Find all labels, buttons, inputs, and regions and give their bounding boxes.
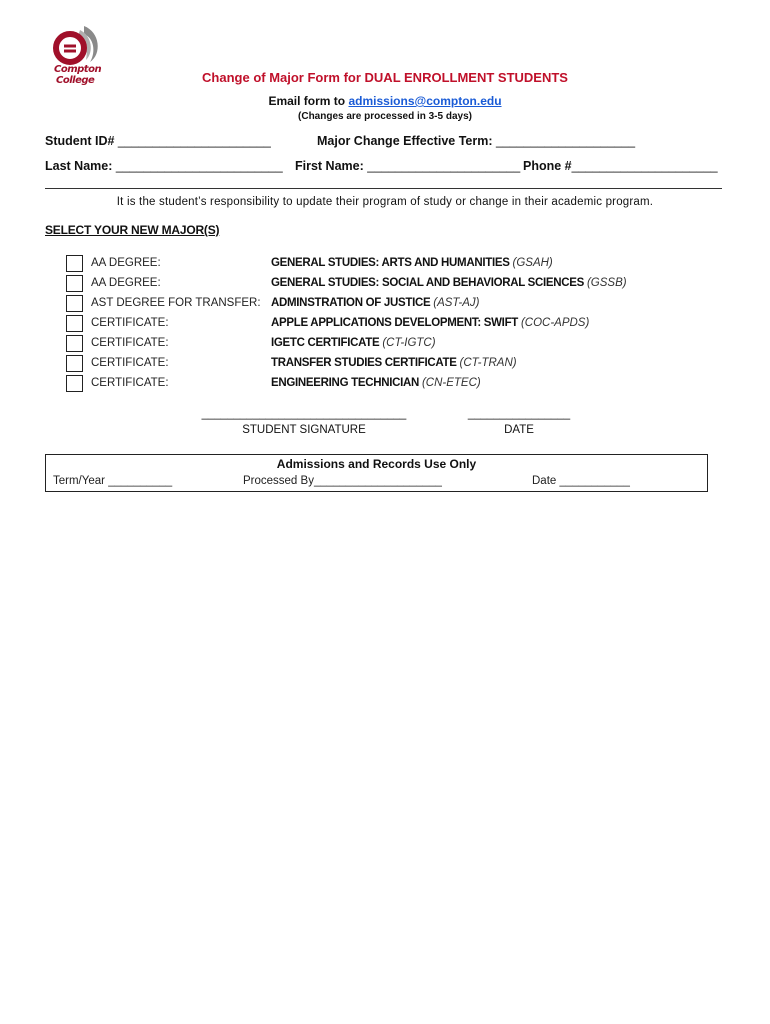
last-name-field[interactable]	[45, 159, 283, 173]
major-name: GENERAL STUDIES: ARTS AND HUMANITIES	[271, 257, 510, 269]
signature-blank[interactable]: ________________________________	[201, 408, 407, 420]
effective-term-label: Major Change Effective Term:	[317, 134, 493, 148]
first-name-blank[interactable]: ______________________	[363, 159, 521, 173]
form-title: Change of Major Form for DUAL ENROLLMENT STUDENTS	[202, 70, 568, 85]
term-year-blank[interactable]: __________	[108, 475, 173, 487]
degree-type: CERTIFICATE:	[91, 317, 169, 329]
effective-term-blank[interactable]: ____________________	[492, 134, 636, 148]
major-name: ADMINSTRATION OF JUSTICE	[271, 297, 431, 309]
major-checkbox[interactable]	[66, 335, 83, 352]
degree-type: CERTIFICATE:	[91, 357, 169, 369]
logo-text-line1: Compton	[54, 64, 102, 75]
major-code: (GSAH)	[512, 257, 553, 269]
major-name: ENGINEERING TECHNICIAN	[271, 377, 420, 389]
student-id-label: Student ID#	[45, 134, 115, 148]
responsibility-notice: It is the student’s responsibility to update their program of study or change in their academic program.	[116, 196, 654, 208]
term-year-label: Term/Year	[53, 475, 109, 487]
major-code: (CN-ETEC)	[421, 377, 481, 389]
processed-by-field[interactable]	[243, 475, 442, 487]
major-code: (CT-IGTC)	[382, 337, 436, 349]
major-checkbox[interactable]	[66, 275, 83, 292]
last-name-blank[interactable]: ________________________	[112, 159, 283, 173]
major-code: (AST-AJ)	[433, 297, 480, 309]
phone-field[interactable]	[523, 159, 718, 173]
admin-date-field[interactable]	[532, 475, 630, 487]
student-id-blank[interactable]: ______________________	[114, 134, 271, 148]
admissions-office-title: Admissions and Records Use Only	[276, 457, 477, 471]
last-name-label: Last Name:	[45, 159, 113, 173]
major-option	[271, 377, 481, 389]
term-year-field[interactable]	[53, 475, 172, 487]
degree-type: AST DEGREE FOR TRANSFER:	[91, 297, 261, 309]
major-name: TRANSFER STUDIES CERTIFICATE	[271, 357, 457, 369]
first-name-label: First Name:	[295, 159, 364, 173]
major-option	[271, 317, 589, 329]
effective-term-field[interactable]	[317, 134, 635, 148]
major-option	[271, 257, 553, 269]
processed-by-label: Processed By	[243, 475, 314, 487]
email-link[interactable]: admissions@compton.edu	[348, 94, 502, 108]
email-prefix: Email form to	[268, 94, 349, 108]
major-checkbox[interactable]	[66, 255, 83, 272]
processing-note: (Changes are processed in 3-5 days)	[298, 111, 472, 122]
major-option	[271, 297, 479, 309]
major-code: (COC-APDS)	[520, 317, 590, 329]
major-checkbox[interactable]	[66, 295, 83, 312]
processed-by-blank[interactable]: ____________________	[313, 475, 442, 487]
majors-section-title: SELECT YOUR NEW MAJOR(S)	[45, 223, 220, 237]
admin-date-label: Date	[532, 475, 560, 487]
signature-date-label: DATE	[504, 424, 534, 436]
major-name: IGETC CERTIFICATE	[271, 337, 380, 349]
major-checkbox[interactable]	[66, 355, 83, 372]
major-option	[271, 357, 517, 369]
phone-label: Phone #	[523, 159, 572, 173]
major-code: (GSSB)	[586, 277, 627, 289]
signature-date-blank[interactable]: ________________	[467, 408, 571, 420]
first-name-field[interactable]	[295, 159, 520, 173]
degree-type: CERTIFICATE:	[91, 377, 169, 389]
major-checkbox[interactable]	[66, 315, 83, 332]
phone-blank[interactable]: _____________________	[571, 159, 718, 173]
divider	[45, 188, 722, 189]
degree-type: AA DEGREE:	[91, 277, 161, 289]
degree-type: CERTIFICATE:	[91, 337, 169, 349]
admin-date-blank[interactable]: ___________	[559, 475, 630, 487]
major-name: GENERAL STUDIES: SOCIAL AND BEHAVIORAL SCIENCES	[271, 277, 585, 289]
major-name: APPLE APPLICATIONS DEVELOPMENT: SWIFT	[271, 317, 519, 329]
major-option	[271, 337, 436, 349]
logo-text-line2: College	[56, 75, 95, 86]
signature-label: STUDENT SIGNATURE	[242, 424, 366, 436]
degree-type: AA DEGREE:	[91, 257, 161, 269]
major-checkbox[interactable]	[66, 375, 83, 392]
major-option	[271, 277, 627, 289]
major-code: (CT-TRAN)	[459, 357, 517, 369]
student-id-field[interactable]	[45, 134, 271, 148]
email-instruction	[0, 94, 770, 108]
